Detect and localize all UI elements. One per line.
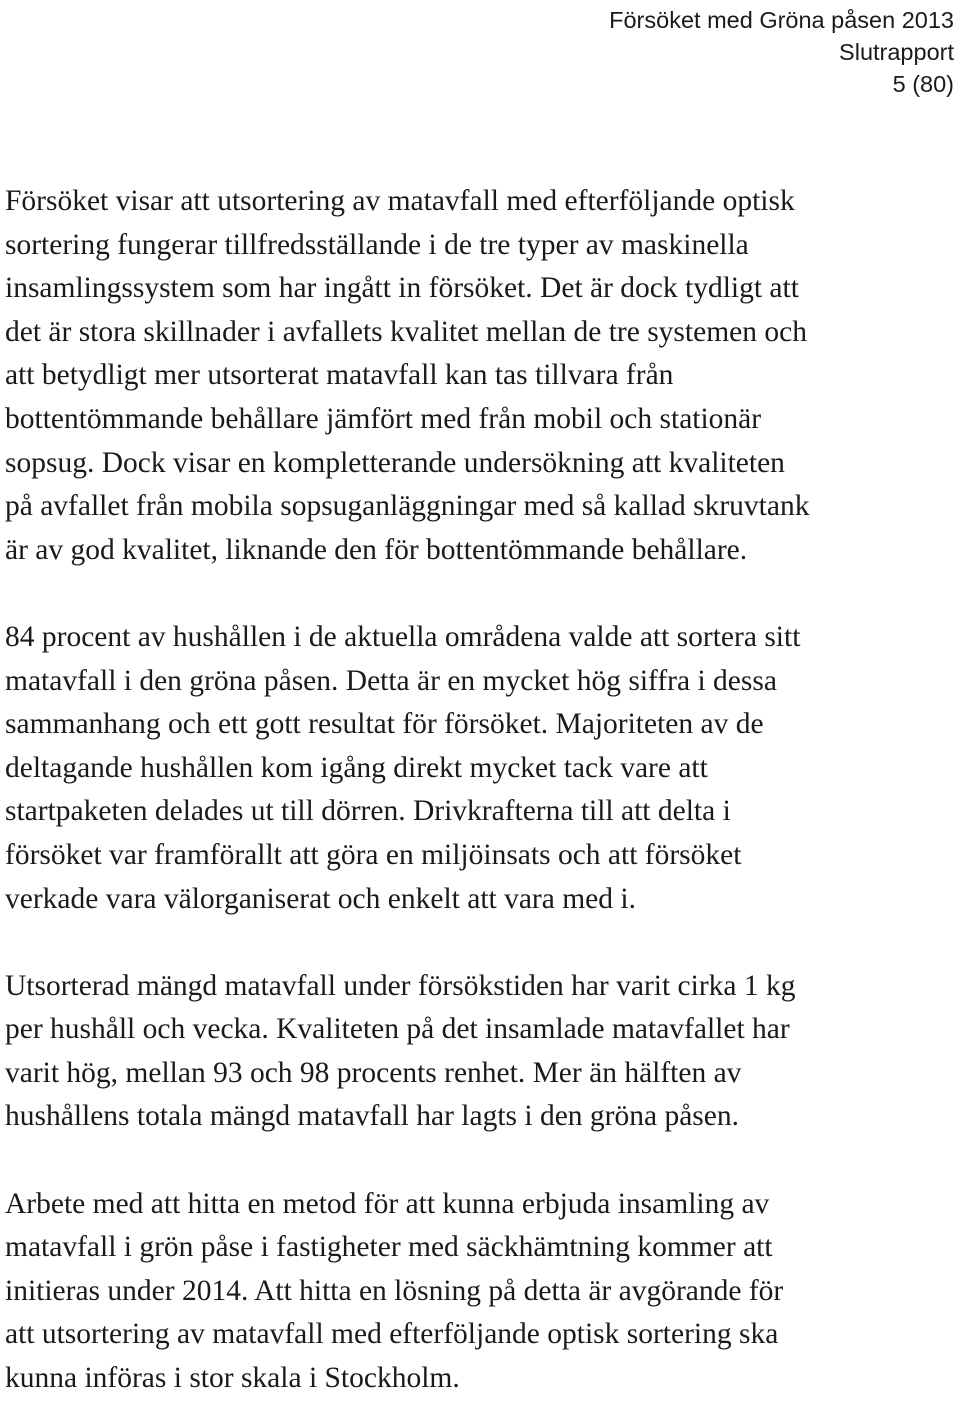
text-line: försöket var framförallt att göra en miljöinsats och att försöket	[5, 838, 742, 871]
text-line: sammanhang och ett gott resultat för försöket. Majoriteten av de	[5, 708, 764, 741]
paragraph	[5, 616, 957, 921]
text-line: sopsug. Dock visar en kompletterande undersökning att kvaliteten	[5, 446, 785, 479]
text-line: är av god kvalitet, liknande den för bottentömmande behållare.	[5, 533, 748, 566]
text-line: 84 procent av hushållen i de aktuella områdena valde att sortera sitt	[5, 620, 801, 653]
text-line: det är stora skillnader i avfallets kvalitet mellan de tre systemen och	[5, 315, 807, 348]
page-number: 5 (80)	[892, 71, 954, 97]
text-line: initieras under 2014. Att hitta en lösning på detta är avgörande för	[5, 1274, 784, 1307]
text-line: sortering fungerar tillfredsställande i de tre typer av maskinella	[5, 228, 749, 261]
text-line: verkade vara välorganiserat och enkelt att vara med i.	[5, 882, 636, 915]
text-line: Arbete med att hitta en metod för att kunna erbjuda insamling av	[5, 1187, 770, 1220]
text-line: Försöket visar att utsortering av matavfall med efterföljande optisk	[5, 185, 795, 217]
page-header	[609, 4, 954, 100]
report-title: Försöket med Gröna påsen 2013	[609, 7, 954, 33]
text-line: startpaketen delades ut till dörren. Drivkrafterna till att delta i	[5, 795, 731, 828]
paragraph	[5, 965, 957, 1139]
report-subtitle: Slutrapport	[839, 39, 954, 65]
text-line: på avfallet från mobila sopsuganläggningar med så kallad skruvtank	[5, 490, 810, 523]
text-line: matavfall i den gröna påsen. Detta är en mycket hög siffra i dessa	[5, 664, 777, 697]
text-line: bottentömmande behållare jämfört med från mobil och stationär	[5, 402, 762, 435]
text-line: matavfall i grön påse i fastigheter med säckhämtning kommer att	[5, 1231, 773, 1264]
text-line: att betydligt mer utsorterat matavfall kan tas tillvara från	[5, 359, 674, 392]
text-line: att utsortering av matavfall med efterföljande optisk sortering ska	[5, 1318, 779, 1351]
text-line: insamlingssystem som har ingått in försöket. Det är dock tydligt att	[5, 272, 799, 305]
text-line: varit hög, mellan 93 och 98 procents renhet. Mer än hälften av	[5, 1056, 742, 1089]
body-text	[5, 180, 957, 1401]
text-line: kunna införas i stor skala i Stockholm.	[5, 1362, 460, 1395]
text-line: per hushåll och vecka. Kvaliteten på det insamlade matavfallet har	[5, 1013, 790, 1046]
text-line: Utsorterad mängd matavfall under försökstiden har varit cirka 1 kg	[5, 969, 796, 1002]
text-line: deltagande hushållen kom igång direkt mycket tack vare att	[5, 751, 708, 784]
text-line: hushållens totala mängd matavfall har lagts i den gröna påsen.	[5, 1100, 739, 1133]
paragraph	[5, 1183, 957, 1401]
paragraph	[5, 180, 957, 572]
